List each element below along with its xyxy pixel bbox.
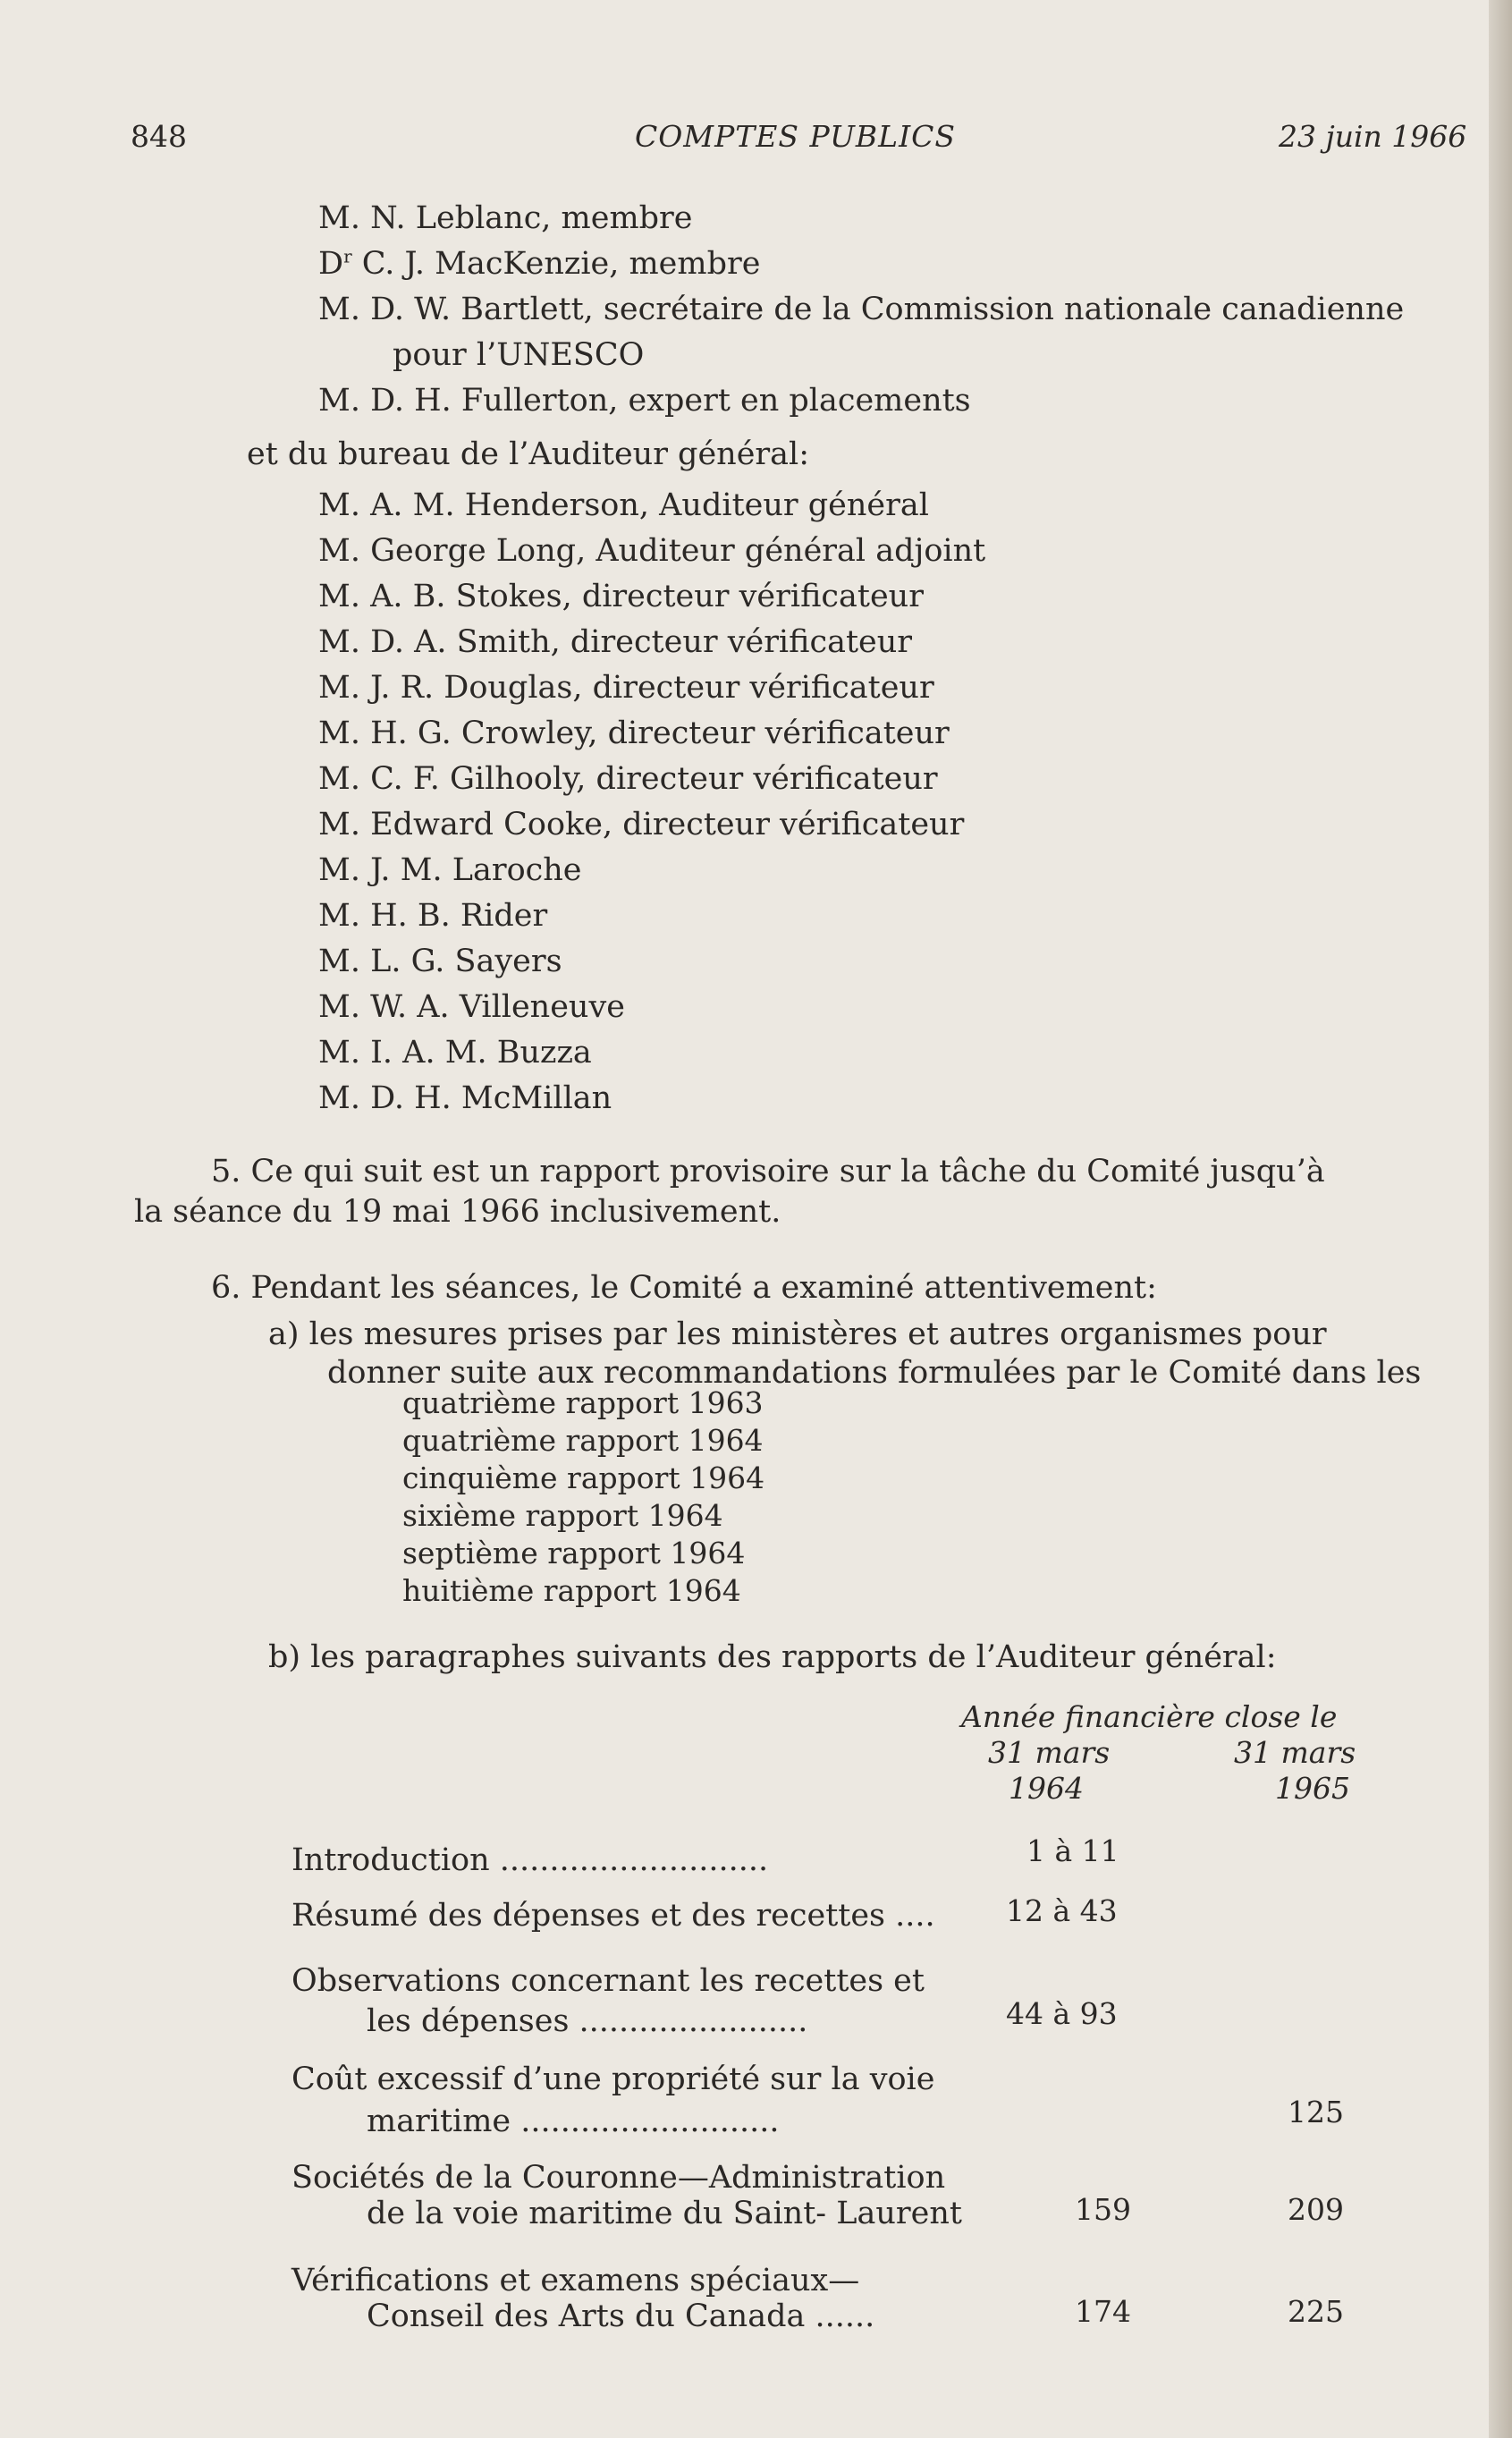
paragraph-6-intro: 6. Pendant les séances, le Comité a examiné attentivement: <box>211 1270 1157 1306</box>
staff-item: M. George Long, Auditeur général adjoint <box>318 533 986 569</box>
auditor-staff-list <box>318 483 985 1122</box>
value-1964: 174 <box>1075 2294 1131 2329</box>
row-label-continuation: de la voie maritime du Saint- Laurent <box>367 2196 962 2231</box>
member-name: C. J. MacKenzie, membre <box>361 246 761 282</box>
staff-item: M. I. A. M. Buzza <box>318 1035 592 1071</box>
staff-item: M. A. M. Henderson, Auditeur général <box>318 487 929 523</box>
member-item: M. D. H. Fullerton, expert en placements <box>318 383 971 419</box>
value-1965: 225 <box>1288 2294 1344 2329</box>
row-label: Coût excessif d’une propriété sur la voie <box>291 2061 935 2097</box>
report-item: quatrième rapport 1963 <box>402 1385 764 1420</box>
paragraph-5-line-1: 5. Ce qui suit est un rapport provisoire sur la tâche du Comité jusqu’à <box>211 1154 1325 1189</box>
staff-item: M. A. B. Stokes, directeur vérificateur <box>318 579 924 614</box>
paragraph-5-line-2: la séance du 19 mai 1966 inclusivement. <box>134 1194 781 1230</box>
value-1965: 125 <box>1288 2095 1344 2129</box>
staff-item: M. D. A. Smith, directeur vérificateur <box>318 624 912 660</box>
members-list <box>318 196 1404 424</box>
row-label: Introduction ........................... <box>291 1842 769 1878</box>
auditor-intro: et du bureau de l’Auditeur général: <box>247 436 810 472</box>
value-1964: 12 à 43 <box>1006 1893 1118 1928</box>
staff-item: M. W. A. Villeneuve <box>318 989 625 1025</box>
member-item: M. N. Leblanc, membre <box>318 200 693 236</box>
col-1964-date: 31 mars <box>988 1735 1111 1770</box>
row-label: Sociétés de la Couronne—Administration <box>291 2160 946 2196</box>
item-a-line-2: donner suite aux recommandations formulées par le Comité dans les <box>327 1355 1422 1391</box>
member-item <box>318 241 1404 287</box>
report-item: septième rapport 1964 <box>402 1536 746 1570</box>
row-label: Vérifications et examens spéciaux— <box>291 2263 860 2298</box>
page-number: 848 <box>131 119 187 154</box>
staff-item: M. J. M. Laroche <box>318 852 582 888</box>
running-title: COMPTES PUBLICS <box>635 119 956 154</box>
table-heading: Année financière close le <box>961 1699 1338 1734</box>
page-edge-shadow <box>1489 0 1512 2438</box>
staff-item: M. H. G. Crowley, directeur vérificateur <box>318 715 950 751</box>
row-label: Observations concernant les recettes et <box>291 1963 925 1999</box>
report-item: quatrième rapport 1964 <box>402 1423 764 1458</box>
value-1965: 209 <box>1288 2192 1344 2227</box>
row-label-continuation: les dépenses ....................... <box>367 2003 808 2039</box>
staff-item: M. C. F. Gilhooly, directeur vérificateur <box>318 761 938 797</box>
row-label-continuation: Conseil des Arts du Canada ...... <box>367 2298 875 2334</box>
staff-item: M. J. R. Douglas, directeur vérificateur <box>318 670 934 706</box>
report-item: cinquième rapport 1964 <box>402 1460 765 1495</box>
staff-item: M. D. H. McMillan <box>318 1080 612 1116</box>
item-b-line: b) les paragraphes suivants des rapports de l’Auditeur général: <box>268 1639 1277 1675</box>
staff-item: M. Edward Cooke, directeur vérificateur <box>318 807 965 842</box>
col-1964-year: 1964 <box>1009 1771 1084 1806</box>
col-1965-year: 1965 <box>1275 1771 1350 1806</box>
report-item: sixième rapport 1964 <box>402 1498 723 1533</box>
value-1964: 1 à 11 <box>1026 1833 1119 1868</box>
reports-list <box>402 1384 764 1610</box>
item-a-line-1: a) les mesures prises par les ministères et autres organismes pour <box>268 1316 1327 1352</box>
row-label-continuation: maritime .......................... <box>367 2104 780 2139</box>
member-item: M. D. W. Bartlett, secrétaire de la Commission nationale canadienne <box>318 292 1405 327</box>
staff-item: M. L. G. Sayers <box>318 944 562 979</box>
col-1965-date: 31 mars <box>1234 1735 1356 1770</box>
value-1964: 44 à 93 <box>1006 1996 1118 2031</box>
dr-superscript: r <box>343 245 352 267</box>
staff-item: M. H. B. Rider <box>318 898 548 934</box>
dr-prefix: D <box>318 246 344 282</box>
report-item: huitième rapport 1964 <box>402 1573 741 1608</box>
member-item-continuation: pour l’UNESCO <box>393 337 645 373</box>
running-date: 23 juin 1966 <box>1279 119 1467 154</box>
value-1964: 159 <box>1075 2192 1131 2227</box>
row-label: Résumé des dépenses et des recettes .... <box>291 1898 935 1934</box>
